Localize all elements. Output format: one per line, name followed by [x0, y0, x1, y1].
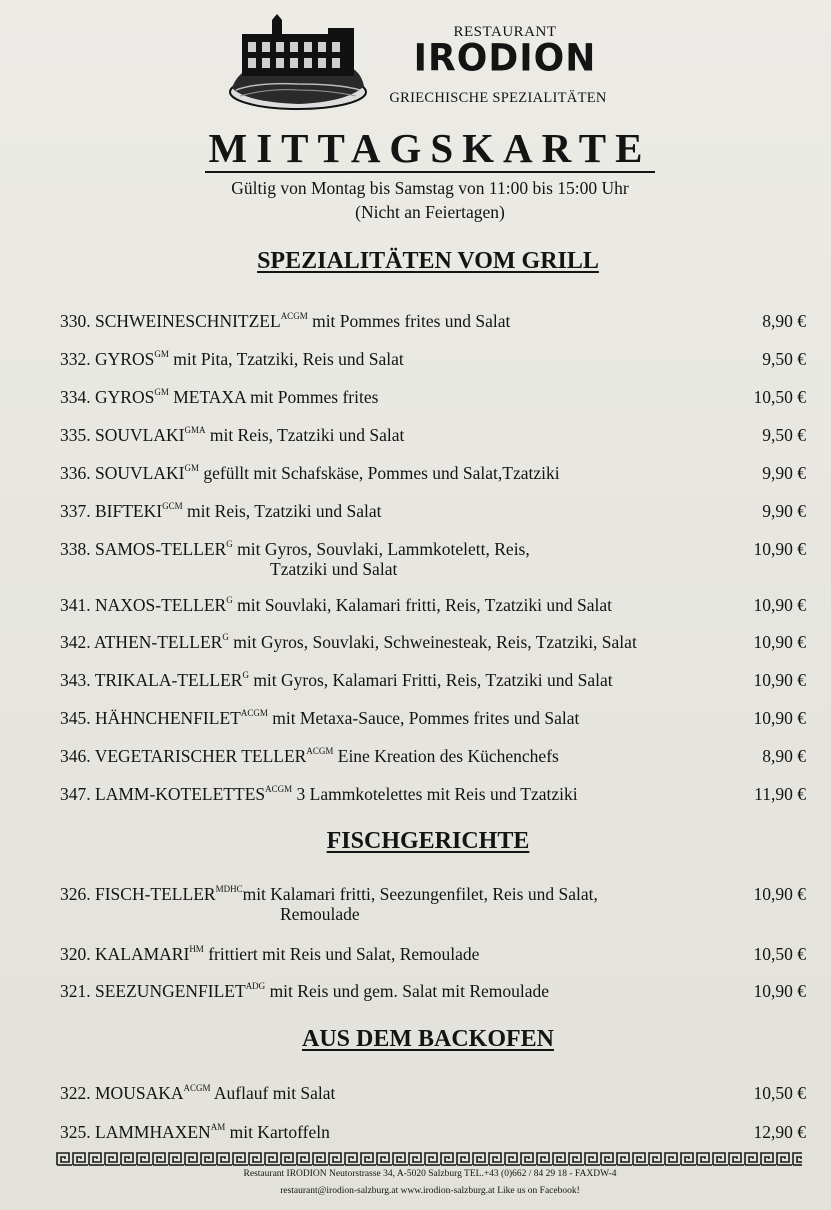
item-allergens: G [226, 539, 233, 549]
item-desc: 3 Lammkotelettes mit Reis und Tzatziki [296, 784, 578, 804]
item-price: 10,90 € [753, 981, 806, 1001]
item-allergens: GM [154, 349, 169, 359]
item-price: 9,50 € [762, 425, 806, 445]
item-allergens: G [226, 595, 233, 605]
item-number: 345. [60, 708, 91, 728]
item-allergens: AM [210, 1122, 226, 1132]
item-desc: gefüllt mit Schafskäse, Pommes und Salat,Tzatziki [203, 463, 560, 483]
item-desc: mit Pita, Tzatziki, Reis und Salat [173, 349, 404, 369]
item-allergens: GMA [184, 425, 206, 435]
restaurant-subtitle: GRIECHISCHE SPEZIALITÄTEN [389, 90, 607, 106]
item-desc: METAXA mit Pommes frites [173, 387, 379, 407]
item-price: 10,50 € [753, 387, 806, 407]
item-name: HÄHNCHENFILET [95, 708, 241, 728]
item-description [60, 784, 740, 804]
item-number: 335. [60, 425, 91, 445]
item-description [60, 944, 740, 964]
item-desc: mit Kartoffeln [229, 1122, 330, 1142]
item-desc-continued: Remoulade [280, 904, 360, 924]
item-description [60, 463, 740, 483]
item-price: 10,90 € [753, 670, 806, 690]
item-name: SAMOS-TELLER [95, 539, 227, 559]
item-number: 342. [60, 632, 91, 652]
item-desc-continued: Tzatziki und Salat [270, 559, 398, 579]
menu-item [60, 1083, 810, 1103]
item-price: 10,90 € [753, 539, 806, 559]
validity-line-1: Gültig von Montag bis Samstag von 11:00 bis 15:00 Uhr [231, 178, 629, 198]
item-allergens: ACGM [265, 784, 293, 794]
item-price: 10,50 € [753, 1083, 806, 1103]
item-desc: mit Gyros, Souvlaki, Schweinesteak, Reis, Tzatziki, Salat [233, 632, 637, 652]
restaurant-name: IRODION [413, 36, 597, 81]
greek-key-border [56, 1152, 802, 1166]
item-name: GYROS [95, 349, 155, 369]
item-price: 8,90 € [762, 311, 806, 331]
item-number: 338. [60, 539, 91, 559]
item-number: 320. [60, 944, 91, 964]
item-desc: Auflauf mit Salat [213, 1083, 336, 1103]
item-price: 10,90 € [753, 632, 806, 652]
item-description [60, 746, 740, 766]
menu-item [60, 784, 810, 804]
menu-item [60, 746, 810, 766]
item-name: SOUVLAKI [95, 463, 185, 483]
item-description [60, 539, 740, 579]
item-description [60, 1083, 740, 1103]
item-price: 9,90 € [762, 501, 806, 521]
item-name: LAMM-KOTELETTES [95, 784, 266, 804]
validity-line-2: (Nicht an Feiertagen) [355, 202, 505, 222]
menu-item [60, 539, 810, 579]
item-number: 336. [60, 463, 91, 483]
item-description [60, 1122, 740, 1142]
item-description [60, 670, 740, 690]
restaurant-label: RESTAURANT [453, 24, 557, 40]
item-description [60, 425, 740, 445]
item-description [60, 501, 740, 521]
item-description [60, 884, 740, 924]
menu-title [0, 124, 831, 172]
menu-item [60, 595, 810, 615]
item-number: 337. [60, 501, 91, 521]
section-heading-text: FISCHGERICHTE [326, 828, 530, 854]
item-name: SEEZUNGENFILET [95, 981, 246, 1001]
item-allergens: GM [184, 463, 199, 473]
item-desc: frittiert mit Reis und Salat, Remoulade [208, 944, 480, 964]
item-name: KALAMARI [95, 944, 190, 964]
item-name: VEGETARISCHER TELLER [94, 746, 307, 766]
menu-item [60, 944, 810, 964]
item-desc: mit Reis, Tzatziki und Salat [209, 425, 405, 445]
item-number: 321. [60, 981, 91, 1001]
item-number: 322. [60, 1083, 91, 1103]
item-price: 12,90 € [753, 1122, 806, 1142]
item-number: 343. [60, 670, 91, 690]
item-number: 341. [60, 595, 91, 615]
item-allergens: ACGM [306, 746, 334, 756]
item-price: 9,50 € [762, 349, 806, 369]
item-allergens: ADG [245, 981, 266, 991]
item-description [60, 387, 740, 407]
item-desc: mit Reis und gem. Salat mit Remoulade [269, 981, 550, 1001]
menu-item [60, 670, 810, 690]
item-name: SOUVLAKI [95, 425, 185, 445]
item-desc: mit Metaxa-Sauce, Pommes frites und Salat [272, 708, 580, 728]
item-price: 8,90 € [762, 746, 806, 766]
item-name: NAXOS-TELLER [95, 595, 227, 615]
section-heading-oven [0, 1026, 831, 1053]
item-name: GYROS [95, 387, 155, 407]
menu-item [60, 632, 810, 652]
item-number: 347. [60, 784, 91, 804]
menu-item [60, 387, 810, 407]
menu-title-text: MITTAGSKARTE [205, 125, 656, 173]
item-description [60, 311, 740, 331]
menu-item [60, 708, 810, 728]
item-description [60, 708, 740, 728]
item-name: SCHWEINESCHNITZEL [95, 311, 281, 331]
item-price: 10,90 € [753, 884, 806, 904]
section-heading-fish [0, 828, 831, 855]
footer-contact: restaurant@irodion-salzburg.at www.irodion-salzburg.at Like us on Facebook! [280, 1186, 580, 1196]
item-allergens: G [242, 670, 249, 680]
item-desc: mit Kalamari fritti, Seezungenfilet, Reis und Salat, [242, 884, 598, 904]
item-desc: mit Souvlaki, Kalamari fritti, Reis, Tzatziki und Salat [237, 595, 612, 615]
item-name: FISCH-TELLER [95, 884, 216, 904]
menu-item [60, 884, 810, 924]
item-price: 10,90 € [753, 595, 806, 615]
item-allergens: GM [154, 387, 169, 397]
item-number: 330. [60, 311, 91, 331]
item-allergens: GCM [162, 501, 183, 511]
item-allergens: ACGM [183, 1083, 211, 1093]
menu-item [60, 425, 810, 445]
item-allergens: MDHC [215, 884, 243, 894]
item-number: 326. [60, 884, 91, 904]
menu-item [60, 463, 810, 483]
item-description [60, 981, 740, 1001]
menu-item [60, 501, 810, 521]
item-name: LAMMHAXEN [95, 1122, 211, 1142]
section-heading-grill [0, 248, 831, 275]
item-name: BIFTEKI [95, 501, 163, 521]
item-desc: mit Gyros, Souvlaki, Lammkotelett, Reis, [237, 539, 530, 559]
item-allergens: HM [189, 944, 204, 954]
section-heading-text: AUS DEM BACKOFEN [301, 1026, 554, 1052]
item-name: ATHEN-TELLER [94, 632, 223, 652]
menu-item [60, 1122, 810, 1142]
item-desc: mit Pommes frites und Salat [312, 311, 511, 331]
item-price: 11,90 € [754, 784, 806, 804]
item-description [60, 632, 740, 652]
item-number: 325. [60, 1122, 91, 1142]
menu-item [60, 981, 810, 1001]
item-number: 334. [60, 387, 91, 407]
restaurant-logo-image [228, 14, 368, 110]
item-allergens: ACGM [240, 708, 268, 718]
item-price: 10,50 € [753, 944, 806, 964]
footer-address: Restaurant IRODION Neutorstrasse 34, A-5020 Salzburg TEL.+43 (0)662 / 84 29 18 - FAXDW-4 [243, 1169, 617, 1179]
item-desc: mit Gyros, Kalamari Fritti, Reis, Tzatziki und Salat [253, 670, 613, 690]
item-price: 9,90 € [762, 463, 806, 483]
item-allergens: G [222, 632, 229, 642]
menu-item [60, 311, 810, 331]
item-number: 332. [60, 349, 91, 369]
section-heading-text: SPEZIALITÄTEN VOM GRILL [257, 248, 599, 274]
item-desc: Eine Kreation des Küchenchefs [337, 746, 559, 766]
item-description [60, 595, 740, 615]
item-desc: mit Reis, Tzatziki und Salat [186, 501, 382, 521]
item-price: 10,90 € [753, 708, 806, 728]
item-number: 346. [60, 746, 91, 766]
item-name: TRIKALA-TELLER [94, 670, 243, 690]
menu-item [60, 349, 810, 369]
item-description [60, 349, 740, 369]
item-allergens: ACGM [280, 311, 308, 321]
item-name: MOUSAKA [95, 1083, 184, 1103]
